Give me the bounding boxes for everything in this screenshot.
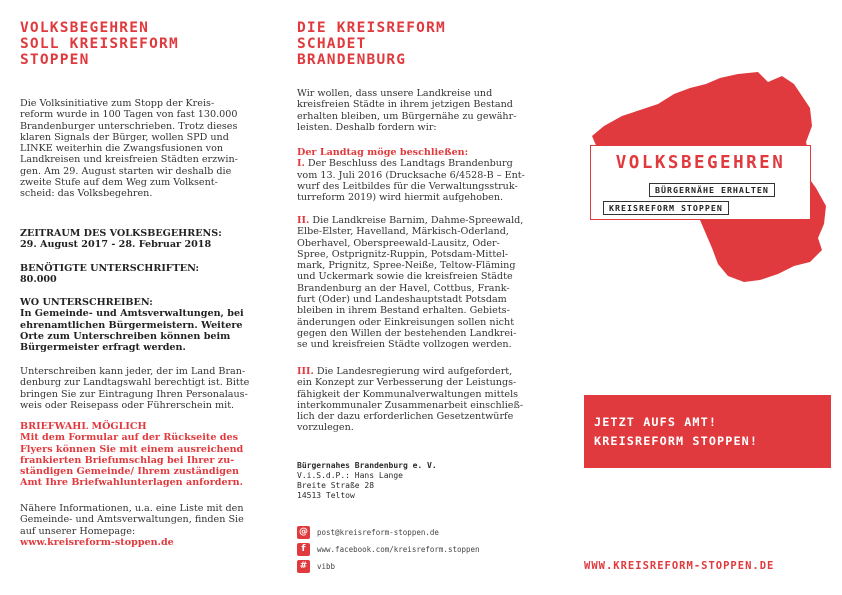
- middle-intro: Wir wollen, dass unsere Landkreise und kreisfreien Städte in ihrem jetzigen Bestand erhalten bleiben, um Bürgernähe zu gewähr- leisten. Deshalb fordern wir:: [297, 88, 517, 133]
- volksbegehren-logo: VOLKSBEGEHREN BÜRGERNÄHE ERHALTEN KREISREFORM STOPPEN: [590, 145, 811, 220]
- at-icon: @: [299, 527, 308, 537]
- point-2: II. Die Landkreise Barnim, Dahme-Spreewald, Elbe-Elster, Havelland, Märkisch-Oderland, Oberhavel, Oberspreewald-Lausitz, Oder- Spree, Ostprignitz-Ruppin, Potsdam-Mittel- mark, Prignitz, Spree-Neiße, Teltow-Fläming und Uckermark sowie die kreisfreien Städte Brandenburg an der Havel, Cottbus, Frank- furt (Oder) und Landeshauptstadt Potsdam bleiben in ihrem Bestand erhalten. Gebiets- änderungen oder Einkreisungen sollen nicht gegen den Willen der bestehenden Landkrei- se und kreisfreien Städte vollzogen werden.: [297, 215, 524, 351]
- homepage-link[interactable]: www.kreisreform-stoppen.de: [20, 536, 174, 548]
- postal-vote-block: BRIEFWAHL MÖGLICH Mit dem Formular auf der Rückseite des Flyers können Sie mit einem ausreichend frankierten Briefumschlag bei Ihrer zu- ständigen Gemeinde/ Ihrem zuständigen Amt Ihre Briefwahlunterlagen anfordern.: [20, 421, 244, 489]
- footer-url-link[interactable]: WWW.KREISREFORM-STOPPEN.DE: [584, 560, 775, 572]
- call-to-action-box: JETZT AUFS AMT! KREISREFORM STOPPEN!: [584, 395, 831, 468]
- imprint: Bürgernahes Brandenburg e. V. V.i.S.d.P.: Hans Lange Breite Straße 28 14513 Teltow: [297, 461, 437, 500]
- point-3: III. Die Landesregierung wird aufgefordert, ein Konzept zur Verbesserung der Leistungs- fähigkeit der Kommunalverwaltungen mittels interkommunaler Zusammenarbeit einschließ- lich der dazu erforderlichen Gesetzentwürfe vorzulegen.: [297, 366, 524, 434]
- hashtag-icon: #: [297, 560, 310, 573]
- contact-hashtag[interactable]: # vibb: [297, 560, 335, 573]
- period-block: ZEITRAUM DES VOLKSBEGEHRENS: 29. August 2017 - 28. Februar 2018: [20, 228, 222, 251]
- where-block: WO UNTERSCHREIBEN: In Gemeinde- und Amtsverwaltungen, bei ehrenamtlichen Bürgermeistern. Weitere Orte zum Unterschreiben können beim Bürgermeister erfragt werden.: [20, 297, 244, 354]
- contact-email[interactable]: @ post@kreisreform-stoppen.de: [299, 527, 439, 537]
- facebook-icon: f: [297, 543, 310, 556]
- signatures-block: BENÖTIGTE UNTERSCHRIFTEN: 80.000: [20, 263, 200, 286]
- left-intro: Die Volksinitiative zum Stopp der Kreis- reform wurde in 100 Tagen von fast 130.000 Brandenburger unterschrieben. Trotz dieses klaren Signals der Bürger, wollen SPD und LINKE weiterhin die Zwangsfusionen von Landkreisen und kreisfreien Städten erzwin- gen. Am 29. August starten wir deshalb die zweite Stufe auf dem Weg zum Volksent- scheid: das Volksbegehren.: [20, 98, 238, 200]
- contact-facebook[interactable]: f www.facebook.com/kreisreform.stoppen: [297, 543, 480, 556]
- more-info-text: Nähere Informationen, u.a. eine Liste mit den Gemeinde- und Amtsverwaltungen, finden Sie auf unserer Homepage: www.kreisreform-stoppen.de: [20, 503, 270, 548]
- point-1: I. Der Beschluss des Landtags Brandenburg vom 13. Juli 2016 (Drucksache 6/4528-B – Ent- wurf des Leitbildes für die Verwaltungsstruk- turreform 2019) wird hiermit aufgehoben.: [297, 158, 525, 204]
- resolution-label: Der Landtag möge beschließen:: [297, 147, 469, 158]
- middle-heading: DIE KREISREFORM SCHADET BRANDENBURG: [297, 20, 446, 68]
- eligibility-text: Unterschreiben kann jeder, der im Land Bran- denburg zur Landtagswahl berechtigt ist. Bitte bringen Sie zur Eintragung Ihren Personalaus- weis oder Reisepass oder Führerschein mit.: [20, 366, 250, 411]
- resolution-block: [297, 147, 533, 203]
- right-panel: [562, 0, 832, 595]
- left-heading: VOLKSBEGEHREN SOLL KREISREFORM STOPPEN: [20, 20, 179, 68]
